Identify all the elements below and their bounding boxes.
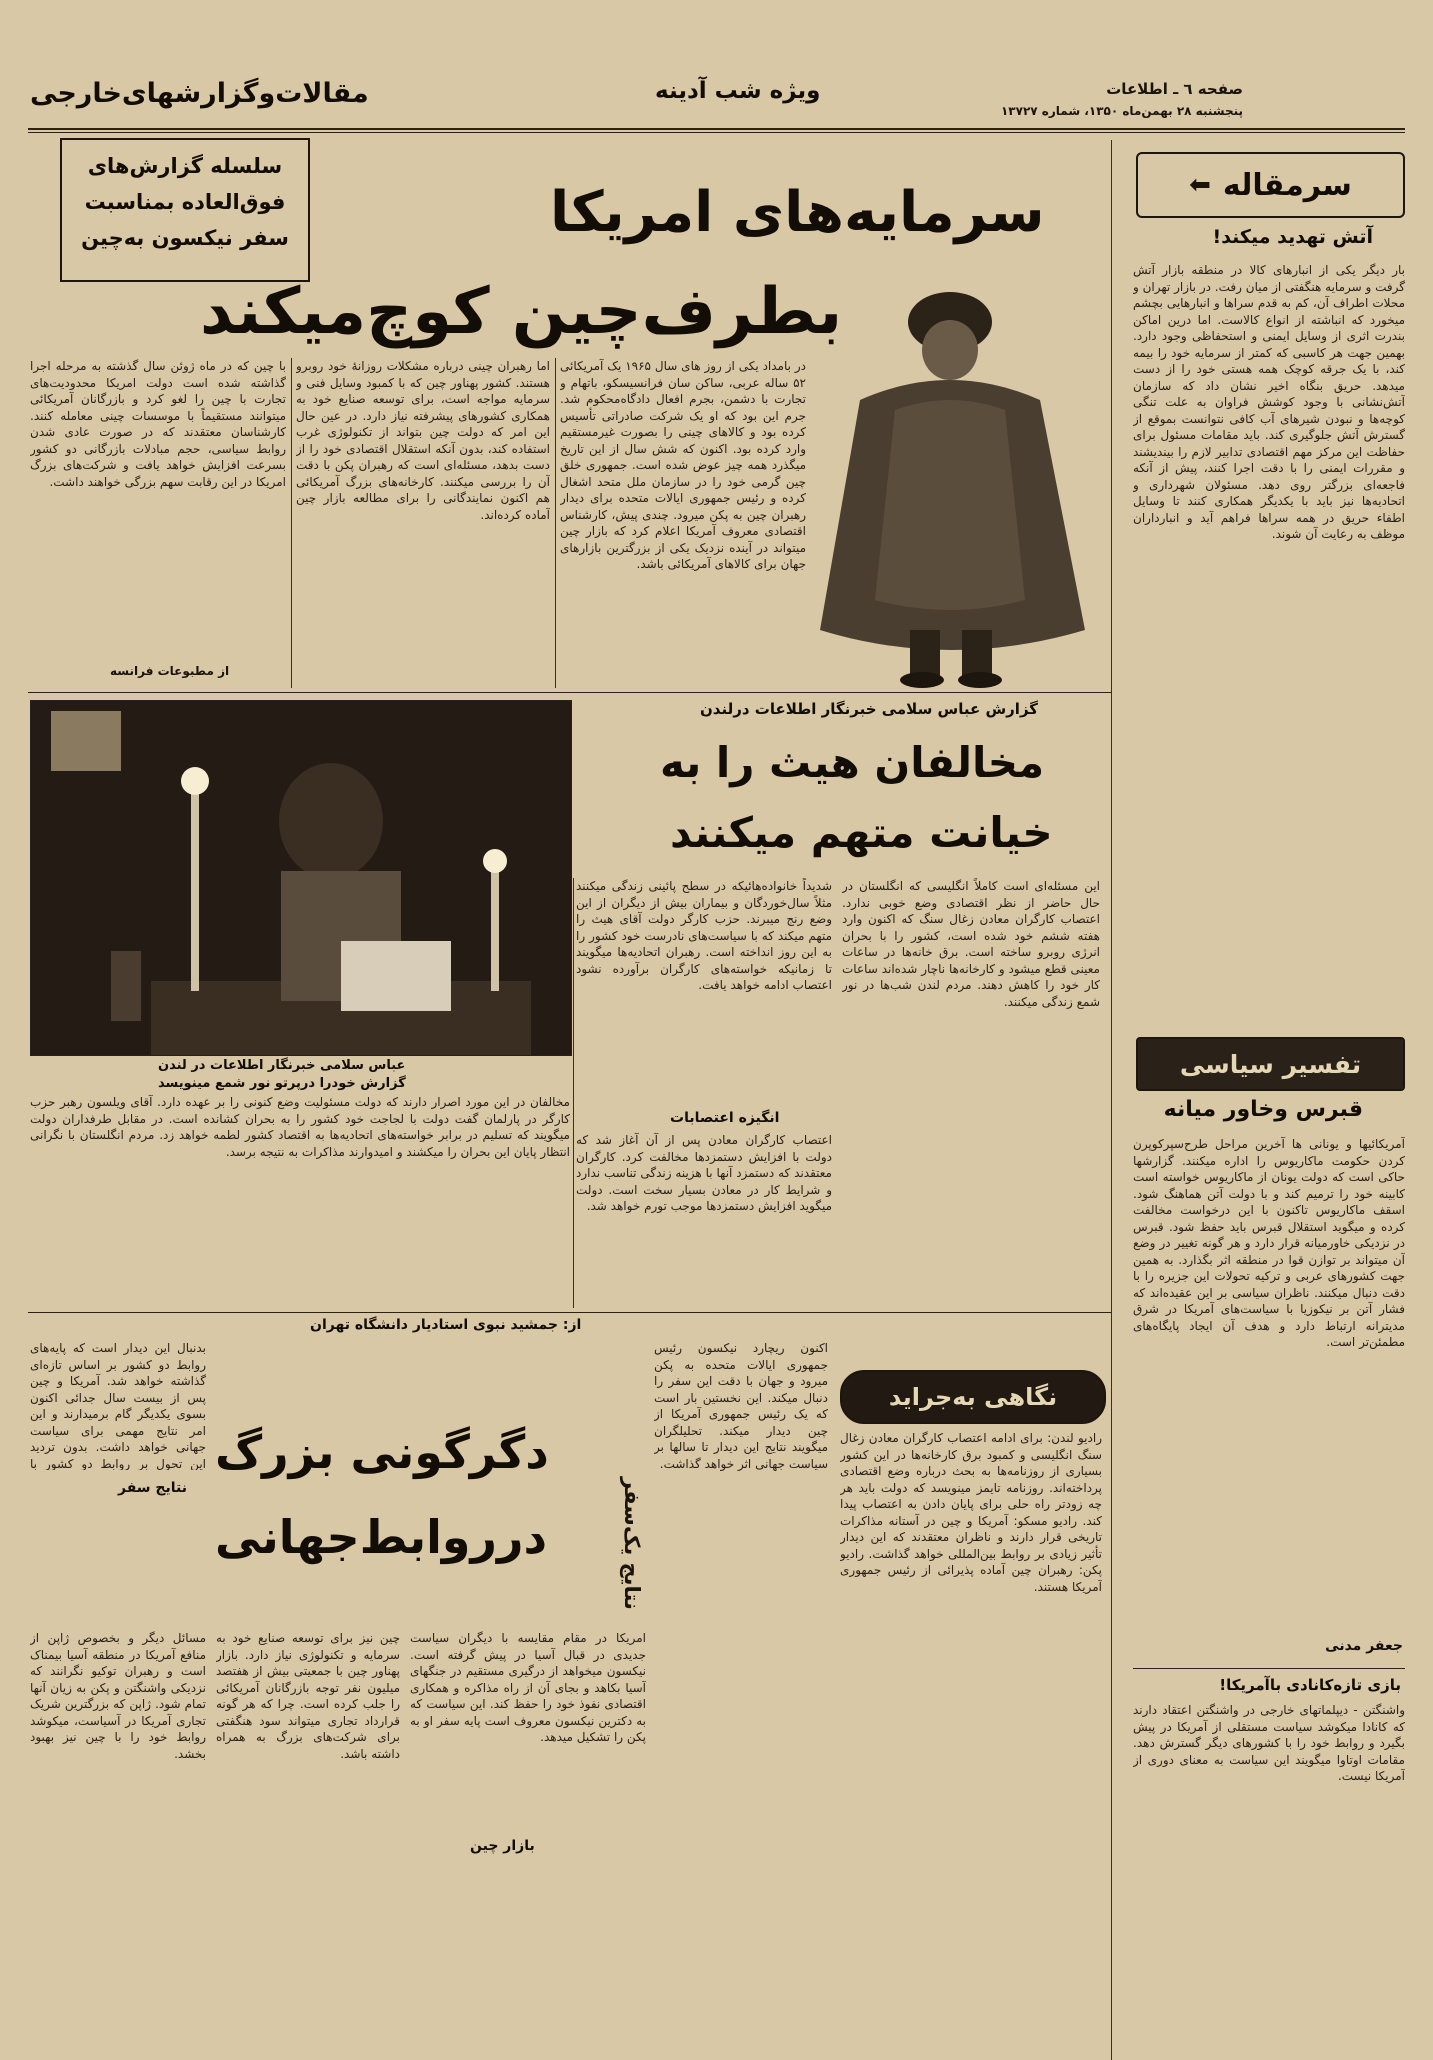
world-col-5: اکنون ریچارد نیکسون رئیس جمهوری ایالات متحده به پکن میرود و جهان با دقت این سفر را دنبال میکند. این نخستین بار است که یک رئیس جمهوری آمریکا از چین دیدار میکند. تحلیلگران میگویند نتایج این دیدار تا سالها بر سیاست جهانی اثر خواهد گذاشت. [654, 1341, 828, 1471]
world-headline-line1: دگرگونی بزرگ [215, 1425, 549, 1479]
bottom-item-body: واشنگتن - دیپلماتهای خارجی در واشنگتن اعتقاد دارند که کانادا میکوشد سیاست مستقلی از آمریکا در پیش بگیرد و روابط خود را با کشورهای دیگر گسترش دهد. مقامات اوتاوا میگویند این سیاست به معنای دوری از آمریکا نیست. [1133, 1703, 1405, 1783]
political-label-box [1136, 1037, 1405, 1091]
lead-photo-figure [800, 270, 1100, 690]
world-col-4: امریکا در مقام مقایسه با دیگران سیاست جدیدی در قبال آسیا در پیش گرفته است. نیکسون میخواهد از درگیری مستقیم در جنگهای آسیا بکاهد و بجای آن از راه مذاکره و همکاری اقتصادی نفوذ خود را حفظ کند. این سیاست که به دکترین نیکسون معروف است پایه سفر او به پکن را تشکیل میدهد. [410, 1631, 646, 1744]
london-headline-line2: خیانت متهم میکنند [670, 808, 1053, 857]
political-label: تفسیر سیاسی [1179, 1049, 1362, 1079]
world-col-3: چین نیز برای توسعه صنایع خود به سرمایه و تکنولوژی نیاز دارد. بازار پهناور چین با جمعیتی بیش از هفتصد میلیون نفر توجه بازرگانان آمریکائی را جلب کرده است. چرا که هر گونه قرارداد تجاری میتواند سود هنگفتی برای شرکت‌های بزرگ به همراه داشته باشد. [216, 1631, 400, 1761]
london-column-rule [573, 878, 574, 1308]
series-box [60, 138, 310, 282]
reporter-photo [30, 700, 572, 1056]
press-review-label-box [840, 1370, 1106, 1424]
world-author: از: جمشید نبوی استادیار دانشگاه تهران [310, 1317, 582, 1333]
editorial-body: بار دیگر یکی از انبارهای کالا در منطقه بازار آتش گرفت و سرمایه هنگفتی از میان رفت. در بازار تهران و محلات اطراف آن، کم به قدم سراها و انبارهایی بچشم میخورد که انباشته از انواع کالاست. اما درین اماکن بندرت اثری از وسایل ایمنی و استحفاظی وجود دارد. بهمین جهت هر کاسبی که کمتر از سرمایه خود را بیمه کند، با یک جرقه کوچک همه هستی خود را از دست میدهد. حریق بنگاه اخیر نشان داد که سازمان آتش‌نشانی با وجود کوشش فراوان به علت تنگی کوچه‌ها و نبودن شیرهای آب کافی نتوانست بموقع از گسترش آتش جلوگیری کند. باید مقامات مسئول برای حفاظت این مرکز مهم اقتصادی تدابیر لازم را بیندیشند و مقررات ایمنی را با دقت اجرا کنند، پیش از آنکه فاجعه‌ای بزرگتر روی دهد. مسئولان شهرداری و اتحادیه‌ها نیز باید با یکدیگر همکاری کنند تا وسایل اطفاء حریق در همه سراها فراهم آید و انبارداران موظف به رعایت آن شوند. [1133, 263, 1405, 541]
winter-coat-figure-icon [800, 270, 1100, 690]
world-col-2: مسائل دیگر و بخصوص ژاپن از منافع آمریکا در منطقه آسیا بیمناک است و رهبران توکیو نگرانند که نزدیکی واشنگتن و پکن به زیان آنها تمام شود. ژاپن که بزرگترین شریک تجاری آمریکا در آسیاست، میکوشد روابط خود را با چین نیز بهبود بخشد. [30, 1631, 206, 1761]
photo-caption-line2: گزارش خودرا درپرتو نور شمع مینویسد [158, 1076, 406, 1091]
london-subbody: اعتصاب کارگران معادن پس از آن آغاز شد که دولت با افزایش دستمزدها مخالفت کرد. کارگران معتقدند که دستمزد آنها با هزینه زندگی تناسب ندارد و شرایط کار در معادن بسیار سخت است. دولت میگوید افزایش دستمزدها موجب تورم خواهد شد. [576, 1133, 832, 1213]
london-headline-line1: مخالفان هیث را به [660, 738, 1045, 787]
section-rule [28, 1312, 1111, 1313]
column-rule [1111, 140, 1112, 2060]
press-review-body: رادیو لندن: برای ادامه اعتصاب کارگران معادن زغال سنگ انگلیسی و کمبود برق کارخانه‌ها در این کشور بسیاری از روزنامه‌ها به بحث درباره وضع اقتصادی پرداخته‌اند. روزنامه تایمز مینویسد که دولت باید هر چه زودتر راه حلی برای پایان دادن به اعتصاب پیدا کند. رادیو مسکو: آمریکا و چین در آستانه مذاکرات تاریخی قرار دارند و ناظران معتقدند که این دیدار تأثیر زیادی بر روابط بین‌المللی خواهد گذاشت. رادیو پکن: رهبران چین آماده پذیرائی از رئیس جمهوری آمریکا هستند. [840, 1431, 1102, 1594]
london-body-left: شدیداً خانواده‌هائیکه در سطح پائینی زندگی میکنند مثلاً سال‌خوردگان و بیماران بیش از دیگران از این وضع رنج میبرند. حزب کارگر دولت آقای هیث را متهم میکند که با سیاست‌های نادرست خود کشور را به این روز انداخته است. رهبران اتحادیه‌ها میگویند تا زمانیکه خواسته‌های کارگران برآورده نشود اعتصاب ادامه خواهد یافت. [576, 879, 832, 992]
lead-column-rule [555, 358, 556, 688]
market-subhead: بازار چین [470, 1838, 535, 1854]
arrow-left-icon: ⬅ [1189, 170, 1211, 200]
political-body: آمریکائیها و یونانی ها آخرین مراحل طرح‌سپرکوپرن کردن حکومت ماکاریوس را اداره میکنند. گزارشها حاکی است که دولت یونان از ماکاریوس خواسته است کابینه خود را ترمیم کند و با دولت آتن هماهنگ شود. اسقف ماکاریوس تاکنون با این درخواست مخالفت کرده و میگوید استقلال قبرس باید حفظ شود. قبرس در نزدیکی خاورمیانه قرار دارد و هر گونه تغییر در وضع آن میتواند بر توازن قوا در منطقه اثر بگذارد. به همین جهت کشورهای عربی و ترکیه تحولات این جزیره را با دقت دنبال میکنند. ناظران سیاسی بر این عقیده‌اند که فشار آتن بر نیکوزیا با سیاست‌های آمریکا در شرق مدیترانه ارتباط دارد و هدف آن ایجاد پایگاه‌های مطمئن‌تر است. [1133, 1137, 1405, 1349]
political-author: جعفر مدنی [1325, 1638, 1403, 1654]
world-col-1: بدنبال این دیدار است که پایه‌های روابط دو کشور بر اساس تازه‌ای گذاشته خواهد شد. آمریکا و چین پس از بیست سال جدائی اکنون بسوی یکدیگر گام برمیدارند و این امر نتایج مهمی برای سیاست جهانی خواهد داشت. بدون تردید این تحول بر روابط دو کشور با [30, 1341, 206, 1470]
lead-source: از مطبوعات فرانسه [110, 664, 230, 678]
london-body-right: این مسئله‌ای است کاملاً انگلیسی که انگلستان در حال حاضر از نظر اقتصادی وضع خوبی ندارد. اعتصاب کارگران معادن زغال سنگ که اکنون وارد هفته ششم خود شده است، کشور را با بحران انرژی روبرو ساخته است. برق خانه‌ها در ساعات معینی قطع میشود و کارخانه‌ها ناچار شده‌اند ساعات کار خود را کاهش دهند. مردم لندن شب‌ها در نور شمع زندگی میکنند. [842, 879, 1100, 1009]
london-kicker: گزارش عباس سلامی خبرنگار اطلاعات درلندن [700, 700, 1038, 718]
london-body-bottom: مخالفان در این مورد اصرار دارند که دولت مسئولیت وضع کنونی را بر عهده دارد. آقای ویلسون رهبر حزب کارگر در پارلمان گفت دولت با لجاجت خود کشور را به بحران کشانده است. در مقابل طرفداران دولت میگویند که تسلیم در برابر خواسته‌های اتحادیه‌ها به اقتصاد کشور لطمه خواهد زد. مردم انگلستان با نگرانی انتظار پایان این بحران را میکشند و امیدوارند مذاکرات به نتیجه برسد. [30, 1095, 570, 1159]
results-subhead: نتایج سفر [118, 1480, 188, 1496]
edition-label: ویژه شب آدینه [655, 78, 821, 104]
lead-column-rule [291, 358, 292, 688]
editorial-label: سرمقاله [1222, 167, 1352, 203]
world-kicker: نتایج یک‌سفر [620, 1477, 644, 1610]
photo-caption-line1: عباس سلامی خبرنگار اطلاعات در لندن [158, 1058, 406, 1073]
masthead-rule-thin [28, 132, 1405, 133]
page-info: صفحه ٦ ـ اطلاعات [1106, 80, 1243, 98]
world-headline-line2: درروابط‌جهانی [215, 1510, 548, 1564]
series-line-2: فوق‌العاده بمناسبت [84, 190, 286, 214]
series-line-1: سلسله گزارش‌های [87, 154, 283, 178]
editorial-title: آتش تهدید میکند! [1212, 226, 1373, 248]
london-subhead: انگیزه اعتصابات [670, 1110, 780, 1126]
series-line-3: سفر نیکسون به‌چین [81, 226, 289, 250]
section-title: مقالات‌وگزارشهای‌خارجی [30, 78, 369, 109]
editorial-label-box [1136, 152, 1405, 218]
lead-body-left: با چین که در ماه ژوئن سال گذشته به مرحله اجرا گذاشته شده است دولت امریکا محدودیت‌های تجارت با چین را لغو کرد و بازرگانان آمریکائی میتوانند مستقیماً با موسسات چینی معامله کنند. کارشناسان معتقدند که در صورت عادی شدن روابط سیاسی، حجم مبادلات بازرگانی دو کشور بسرعت افزایش خواهد یافت و شرکت‌های بزرگ امریکا در این رقابت سهم بزرگی خواهند داشت. [30, 359, 286, 489]
bottom-item-title: بازی تازه‌کانادی باآمریکا! [1219, 1676, 1401, 1694]
lead-body-middle: اما رهبران چینی درباره مشکلات روزانهٔ خود روبرو هستند. کشور پهناور چین که با کمبود وسایل فنی و سرمایه مواجه است، برای توسعه صنایع خود به همکاری کشورهای پیشرفته نیاز دارد. در عین حال این امر که دولت چین بتواند از تکنولوژی غرب استفاده کند، بدون آنکه استقلال اقتصادی خود را از دست بدهد، مسئله‌ای است که رهبران پکن با دقت آن را بررسی میکنند. کارخانه‌های بزرگ آمریکائی هم اکنون نمایندگانی را برای مطالعه بازار چین آماده کرده‌اند. [296, 359, 550, 522]
press-review-label: نگاهی به‌جراید [888, 1383, 1058, 1411]
bottom-item-rule [1133, 1668, 1405, 1669]
lead-headline-line1: سرمایه‌های امریکا [550, 180, 1045, 245]
section-rule [28, 692, 1111, 693]
political-title: قبرس وخاور میانه [1163, 1097, 1363, 1122]
date-info: پنجشنبه ۲۸ بهمن‌ماه ۱۳۵۰، شماره ۱۳۷۲۷ [1000, 104, 1243, 118]
lead-headline-line2: بطرف‌چین کوچ‌میکند [200, 275, 843, 349]
masthead-rule [28, 128, 1405, 130]
lead-body-right: در بامداد یکی از روز های سال ۱۹۶۵ یک آمریکائی ۵۲ ساله عربی، ساکن سان فرانسیسکو، باتهام و تجارت با دشمن، بجرم افعال دادگاه‌محکوم شد. جرم این بود که او یک شرکت صادراتی تأسیس کرده بود و کالاهای چینی را بصورت غیرمستقیم وارد کرده بود. اکنون که شش سال از این تاریخ میگذرد همه چیز عوض شده است. جمهوری خلق چین گرمی خود را در سازمان ملل متحد اشغال کرده و رئیس جمهوری ایالات متحده برای دیدار رهبران چین به پکن میرود. چندی پیش، کارشناس اقتصادی معروف آمریکا اعلام کرد که بازار چین میتواند در آینده نزدیک یکی از بزرگترین بازارهای جهان برای کالاهای آمریکائی باشد. [560, 359, 806, 571]
candlelight-desk-icon [31, 701, 571, 1055]
